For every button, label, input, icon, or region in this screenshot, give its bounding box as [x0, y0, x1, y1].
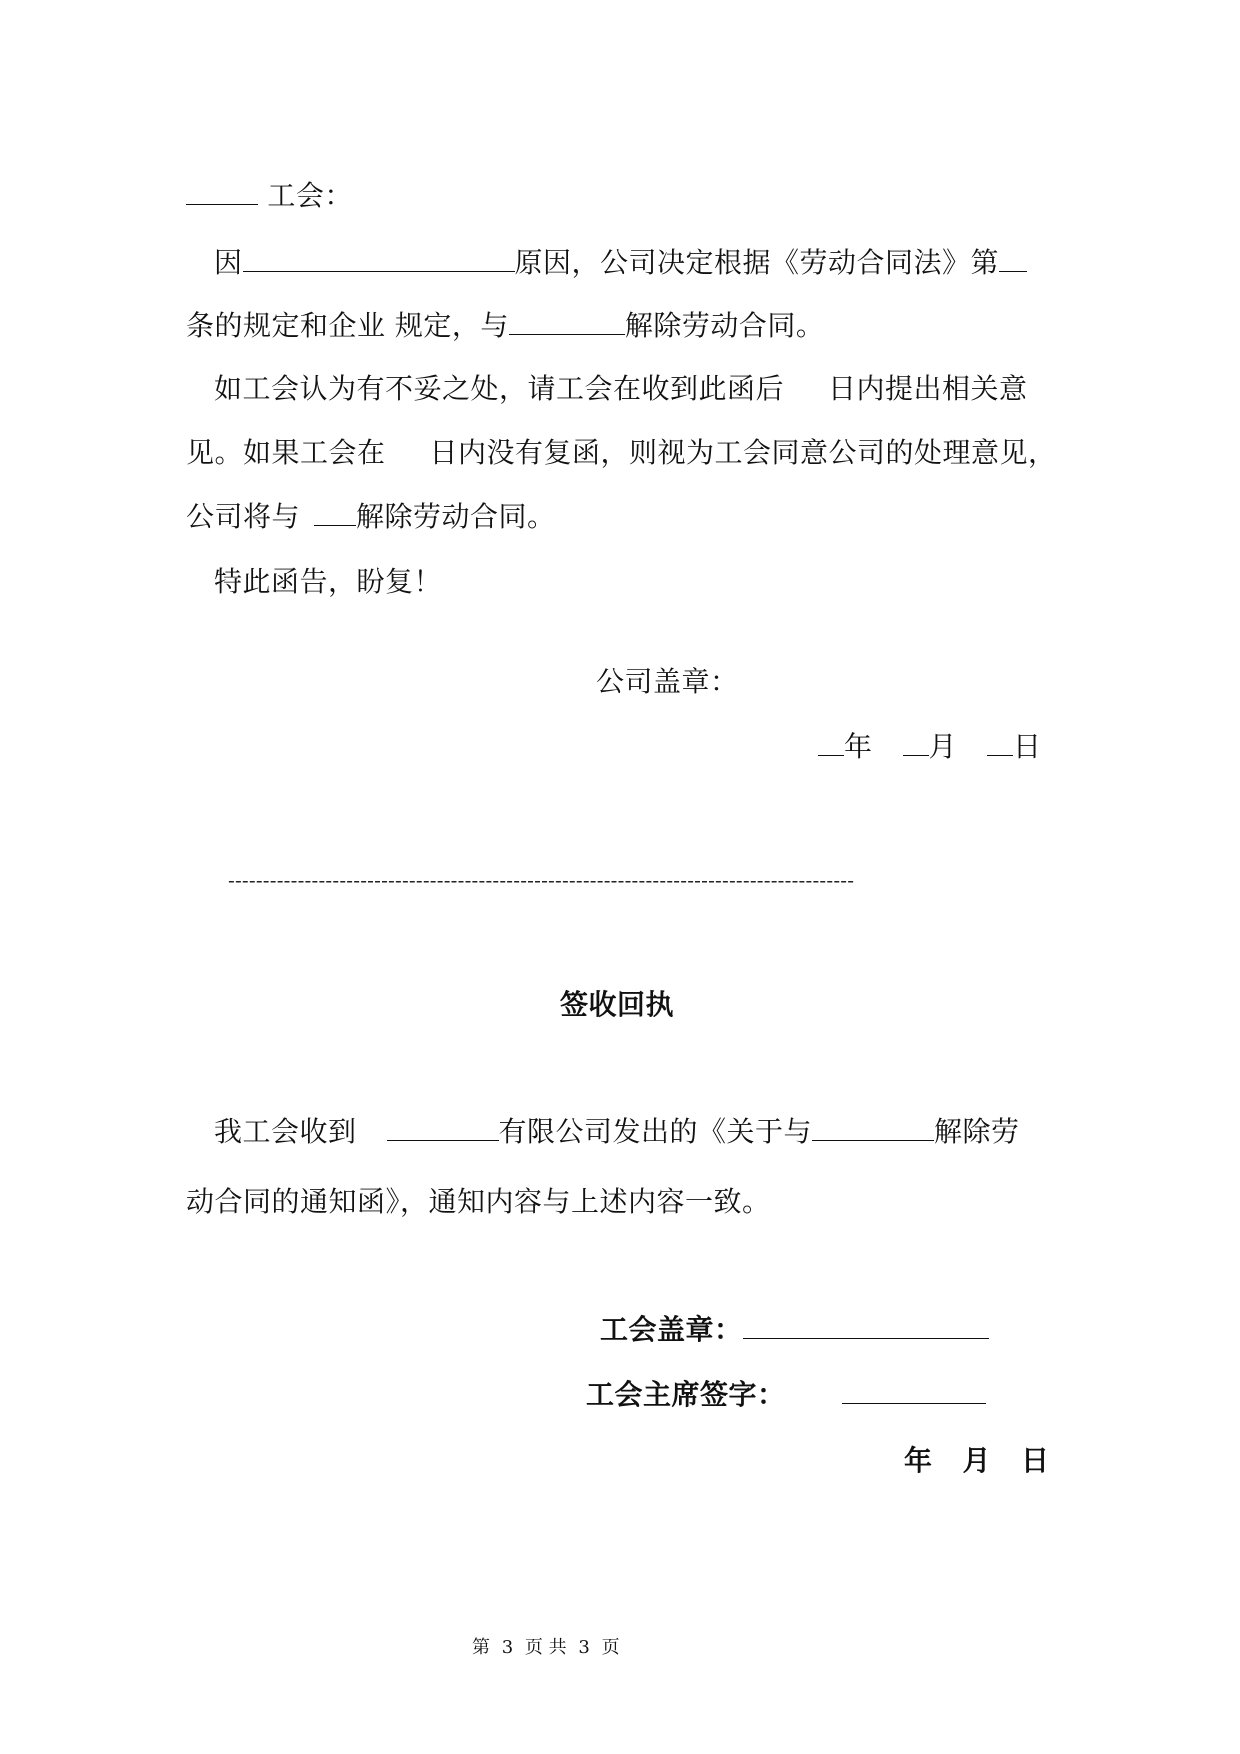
paragraph-1-line-2 [186, 306, 824, 346]
footer-page-total: 3 [578, 1637, 590, 1658]
p3-line3-end: 解除劳动合同。 [356, 500, 556, 533]
footer-page-num: 3 [501, 1637, 514, 1658]
p3-line2-end: 日内没有复函，则视为工会同意公司的处理意见， [429, 436, 1057, 469]
footer-mid: 页 共 [524, 1637, 567, 1658]
p1-lead: 因 [214, 246, 243, 279]
receipt-line-2: 动合同的通知函》，通知内容与上述内容一致。 [186, 1185, 771, 1218]
p2-end: 解除劳动合同。 [624, 309, 825, 342]
month-blank [903, 729, 929, 756]
p3-line3-start: 公司将与 [186, 500, 301, 533]
company-seal-label: 公司盖章： [596, 665, 739, 698]
receipt-line1-end: 解除劳 [934, 1115, 1020, 1148]
chair-sign-blank [842, 1377, 986, 1404]
receipt-line-1 [214, 1112, 1020, 1152]
employee-name-blank [812, 1114, 934, 1141]
employee-blank [509, 308, 625, 335]
closing-line: 特此函告，盼复！ [214, 565, 443, 598]
day-blank [987, 729, 1013, 756]
letter-date [818, 727, 1042, 767]
p2-start: 条的规定和企业 规定，与 [186, 309, 509, 342]
receipt-month: 月 [962, 1444, 992, 1477]
footer-suffix: 页 [601, 1637, 620, 1658]
date-month: 月 [928, 730, 958, 763]
salutation [186, 176, 353, 216]
union-name-blank [186, 178, 258, 205]
p3-line1: 如工会认为有不妥之处，请工会在收到此函后 [214, 372, 785, 405]
year-blank [818, 729, 844, 756]
company-name-blank [387, 1114, 499, 1141]
receipt-date [904, 1441, 1050, 1481]
article-blank [999, 245, 1027, 272]
p3-line1-end: 日内提出相关意 [828, 372, 1028, 405]
receipt-line1-start: 我工会收到 [214, 1115, 357, 1148]
date-day: 日 [1013, 730, 1042, 763]
paragraph-2-line-3 [186, 497, 556, 537]
paragraph-1-line-1 [214, 243, 1027, 283]
date-year: 年 [844, 730, 873, 763]
union-seal-row [600, 1310, 989, 1350]
p1-mid: 原因，公司决定根据《劳动合同法》第 [514, 246, 1000, 279]
paragraph-2-line-1 [214, 369, 1028, 409]
page-footer [0, 1633, 1240, 1659]
tear-off-separator: ------------------------------------------------------------------------------------------ [228, 868, 855, 892]
reason-blank [243, 245, 515, 272]
chair-sign-row [586, 1375, 986, 1415]
receipt-year: 年 [904, 1444, 933, 1477]
union-seal-blank [743, 1312, 989, 1339]
receipt-line1-mid: 有限公司发出的《关于与 [498, 1115, 813, 1148]
union-seal-label: 工会盖章： [600, 1313, 743, 1346]
salutation-suffix: 工会： [267, 179, 353, 212]
receipt-day: 日 [1021, 1444, 1050, 1477]
receipt-title: 签收回执 [560, 988, 675, 1021]
employee-blank-2 [314, 499, 356, 526]
paragraph-2-line-2 [186, 433, 1057, 473]
chair-sign-label: 工会主席签字： [586, 1378, 786, 1411]
p3-line2-start: 见。如果工会在 [186, 436, 386, 469]
footer-prefix: 第 [472, 1637, 490, 1658]
